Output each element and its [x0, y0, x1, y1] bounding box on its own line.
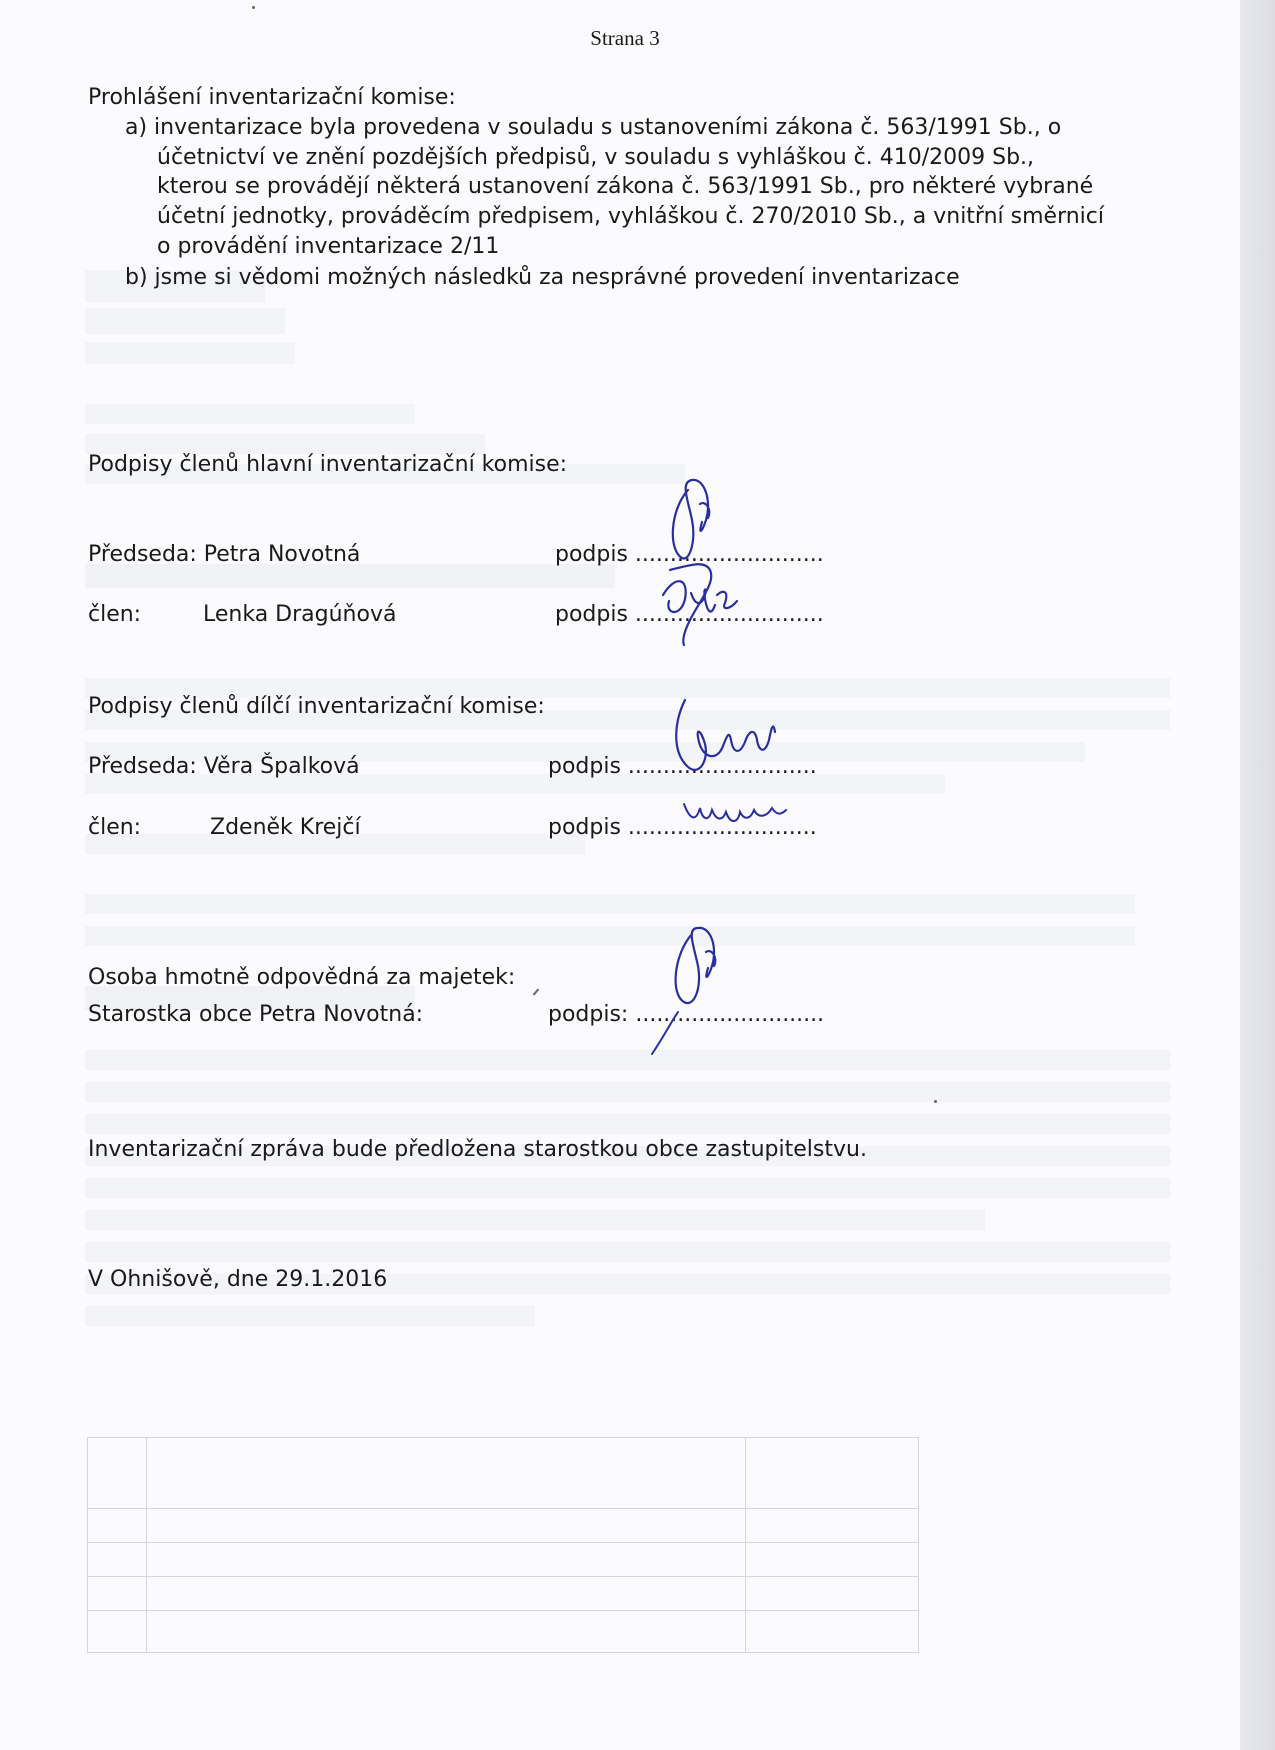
declaration-heading: Prohlášení inventarizační komise:: [88, 85, 456, 110]
main-member-role: člen:: [88, 602, 142, 627]
responsible-person-label: Osoba hmotně odpovědná za majetek:: [88, 965, 516, 990]
declaration-item-a-line-2: účetnictví ve znění pozdějších předpisů, v souladu s vyhláškou č. 410/2009 Sb.,: [157, 145, 1035, 170]
scan-edge: [1240, 0, 1275, 1750]
declaration-item-a-line-4: účetní jednotky, prováděcím předpisem, vyhláškou č. 270/2010 Sb., a vnitřní směrnicí: [157, 204, 1104, 229]
declaration-item-b: b) jsme si vědomi možných následků za nesprávné provedení inventarizace: [125, 265, 960, 290]
main-commission-heading: Podpisy členů hlavní inventarizační komise:: [88, 452, 568, 477]
main-member-name: Lenka Dragúňová: [203, 602, 397, 627]
partial-commission-heading: Podpisy členů dílčí inventarizační komise:: [88, 694, 545, 719]
main-chair-role: Předseda: Petra Novotná: [88, 542, 361, 567]
declaration-item-a-line-1: a) inventarizace byla provedena v souladu s ustanoveními zákona č. 563/1991 Sb., o: [125, 115, 1062, 140]
mayor-signature-line: podpis: ...........................: [548, 1002, 825, 1027]
partial-chair-role: Předseda: Věra Špalková: [88, 754, 360, 779]
partial-member-role: člen:: [88, 815, 142, 840]
bleed-through-shadow: [85, 270, 1170, 1326]
main-chair-signature-line: podpis ...........................: [555, 542, 824, 567]
partial-member-signature-line: podpis ...........................: [548, 815, 817, 840]
place-and-date: V Ohnišově, dne 29.1.2016: [88, 1267, 388, 1292]
main-member-signature-line: podpis ...........................: [555, 602, 824, 627]
partial-member-name: Zdeněk Krejčí: [210, 815, 361, 840]
scan-speck: [934, 1100, 937, 1103]
page-number-header: Strana 3: [590, 26, 660, 50]
report-note: Inventarizační zpráva bude předložena starostkou obce zastupitelstvu.: [88, 1137, 867, 1162]
declaration-item-a-line-3: kterou se provádějí některá ustanovení zákona č. 563/1991 Sb., pro některé vybrané: [157, 174, 1094, 199]
declaration-item-a-line-5: o provádění inventarizace 2/11: [157, 234, 500, 259]
bleed-through-table: [87, 1437, 919, 1653]
scan-speck: [252, 6, 255, 9]
partial-chair-signature-line: podpis ...........................: [548, 754, 817, 779]
mayor-label: Starostka obce Petra Novotná:: [88, 1002, 424, 1027]
